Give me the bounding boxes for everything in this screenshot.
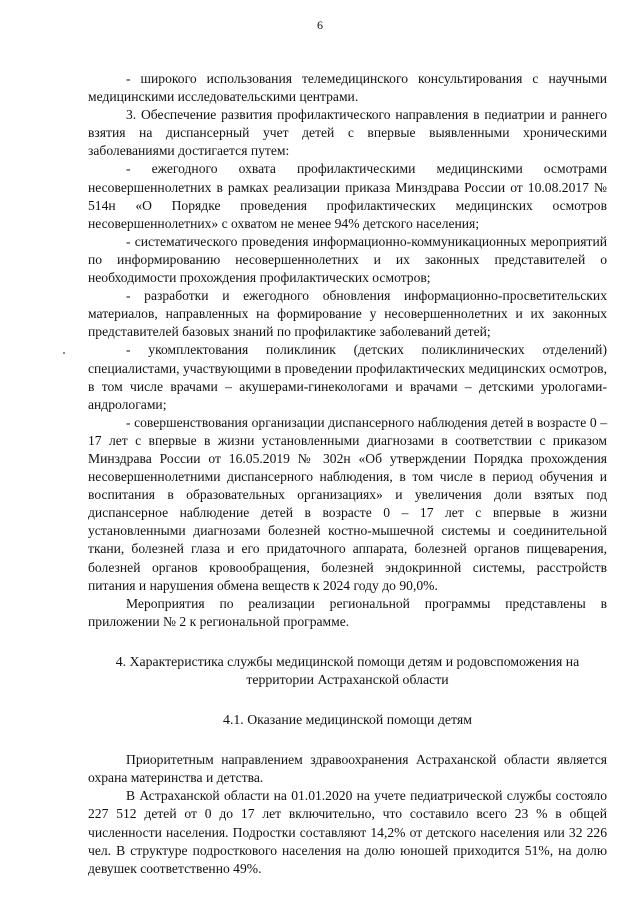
paragraph: - широкого использования телемедицинского консультирования с научными медицинскими исследовательскими центрами. <box>88 71 607 105</box>
section-heading: 4. Характеристика службы медицинской помощи детям и родовспоможения на территории Астраханской области <box>115 653 580 687</box>
paragraph: - систематического проведения информационно-коммуникационных мероприятий по информированию несовершеннолетних и их законных представителей о необходимости прохождения профилактических осмотров; <box>88 233 607 286</box>
paragraph: 3. Обеспечение развития профилактического направления в педиатрии и раннего взятия на диспансерный учет детей с впервые выявленными хроническими заболеваниями достигается путем: <box>88 107 607 159</box>
paragraph: Мероприятия по реализации региональной программы представлены в приложении № 2 к региональной программе. <box>88 595 607 629</box>
page-number: 6 <box>317 18 323 32</box>
scan-mark <box>63 352 65 354</box>
section-paragraph: Приоритетным направлением здравоохранения Астраханской области является охрана материнства и детства. <box>88 752 607 786</box>
paragraph: - ежегодного охвата профилактическими медицинскими осмотрами несовершеннолетних в рамках реализации приказа Минздрава России от 10.08.2017 № 514н «О Порядке проведения профилактических медицинских осмотров несовершеннолетних» с охватом не менее 94% детского населения; <box>88 161 607 231</box>
paragraph: - разработки и ежегодного обновления информационно-просветительских материалов, направленных на формирование у несовершеннолетних и их законных представителей базовых знаний по профилактике заболеваний детей; <box>88 288 607 340</box>
subsection-heading: 4.1. Оказание медицинской помощи детям <box>223 712 472 728</box>
document-body <box>88 70 607 878</box>
paragraph: - совершенствования организации диспансерного наблюдения детей в возрасте 0 – 17 лет с впервые в жизни установленными диагнозами в соответствии с приказом Минздрава России от 16.05.2019 № 302н «Об утверждении Порядка прохождения несовершеннолетними диспансерного наблюдения, в том числе в период обучения и воспитания в образовательных организациях» и увеличения доли взятых под диспансерное наблюдение детей в возрасте 0 – 17 лет с впервые в жизни установленными диагнозами болезней костно-мышечной системы и соединительной ткани, болезней глаза и его придаточного аппарата, болезней органов пищеварения, болезней органов кровообращения, болезней эндокринной системы, расстройств питания и нарушения обмена веществ к 2024 году до 90,0%. <box>88 414 607 593</box>
section-paragraph: В Астраханской области на 01.01.2020 на учете педиатрической службы состояло 227 512 детей от 0 до 17 лет включительно, что составило всего 23 % в общей численности населения. Подростки составляют 14,2% от детского населения или 32 226 чел. В структуре подросткового населения на долю юношей приходится 51%, на долю девушек соответственно 49%. <box>88 788 607 876</box>
paragraph: - укомплектования поликлиник (детских поликлинических отделений) специалистами, участвующими в проведении профилактических медицинских осмотров, в том числе врачами – акушерами-гинекологами и врачами – детскими урологами-андрологами; <box>88 342 607 412</box>
